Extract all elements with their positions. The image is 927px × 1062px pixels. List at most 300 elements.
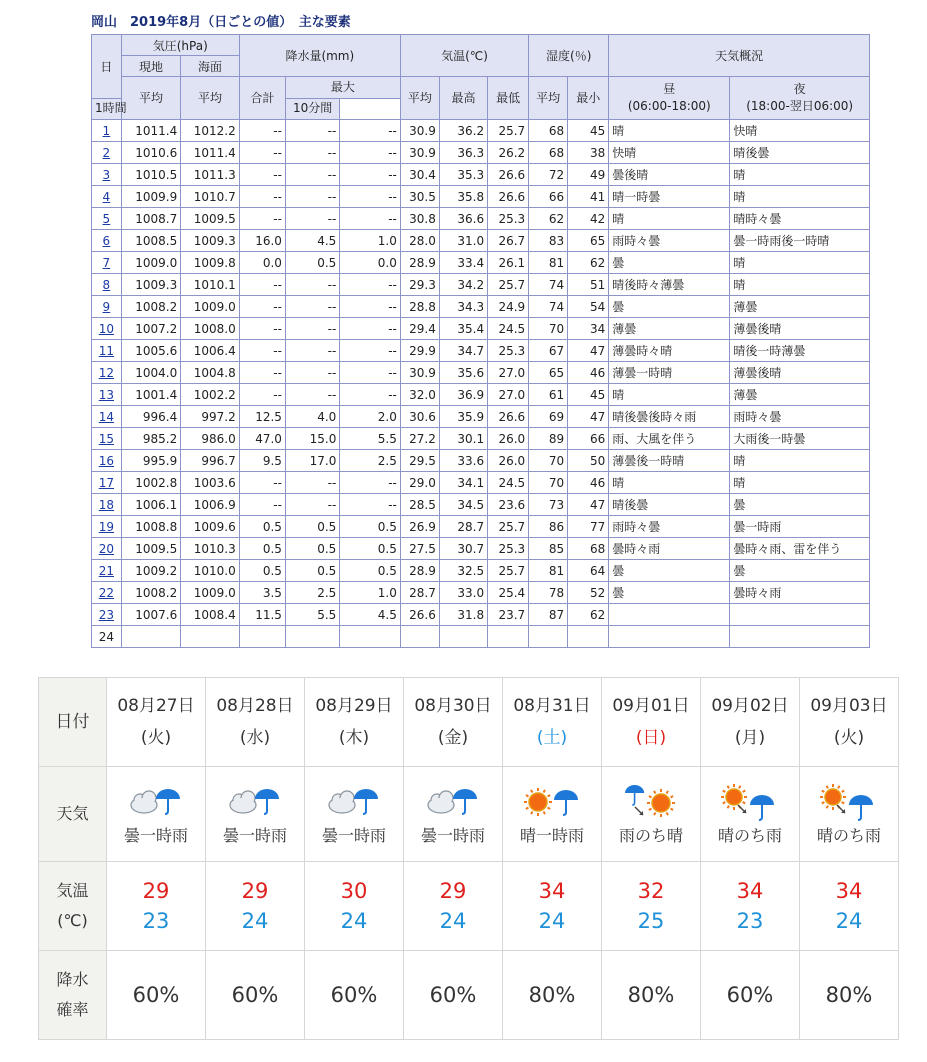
cell-temp-low: 25.7	[488, 516, 529, 538]
cell-summary-night: 晴後曇	[730, 142, 870, 164]
header-temp-low: 最低	[488, 77, 529, 120]
cell-precip-10m: --	[340, 142, 401, 164]
cell-summary-day: 晴	[609, 120, 730, 142]
cell-press-sea: 1009.6	[181, 516, 240, 538]
cell-precip-10m: 5.5	[340, 428, 401, 450]
cell-press-station: 1002.8	[121, 472, 181, 494]
cell-temp-high: 34.3	[439, 296, 487, 318]
cell-temp-avg: 30.8	[400, 208, 439, 230]
day-link[interactable]: 15	[98, 431, 115, 446]
cell-temp-avg: 28.7	[400, 582, 439, 604]
cell-precip-1h: 0.5	[285, 538, 339, 560]
cell-summary-day: 晴	[609, 208, 730, 230]
forecast-pop: 80%	[528, 983, 576, 1007]
header-daytime	[609, 77, 730, 120]
header-max-1h: 1時間	[92, 98, 122, 120]
cell-summary-night: 曇	[730, 494, 870, 516]
table-row	[92, 296, 870, 318]
cloud-umbrella-icon	[128, 783, 184, 819]
cell-precip-total: 12.5	[239, 406, 285, 428]
table-row	[92, 230, 870, 252]
table-row	[92, 120, 870, 142]
cell-summary-night: 大雨後一時曇	[730, 428, 870, 450]
cell-humid-min: 47	[568, 406, 609, 428]
forecast-dow: (火)	[833, 728, 865, 748]
day-link[interactable]: 1	[102, 123, 111, 138]
cell-precip-1h: 4.5	[285, 230, 339, 252]
cell-precip-1h: --	[285, 472, 339, 494]
table-row	[92, 384, 870, 406]
day-link[interactable]: 18	[98, 497, 115, 512]
forecast-dow: (木)	[338, 728, 370, 748]
cell-temp-high: 35.3	[439, 164, 487, 186]
forecast-temp-cell	[404, 862, 503, 951]
cell-temp-low: 25.3	[488, 538, 529, 560]
cell-day	[92, 428, 122, 450]
cell-precip-10m: 4.5	[340, 604, 401, 626]
forecast-pop: 60%	[726, 983, 774, 1007]
table-row	[92, 538, 870, 560]
cell-press-sea: 996.7	[181, 450, 240, 472]
day-link[interactable]: 11	[98, 343, 115, 358]
forecast-label-weather: 天気	[39, 767, 107, 862]
cell-temp-avg: 29.0	[400, 472, 439, 494]
cell-humid-min: 49	[568, 164, 609, 186]
cell-temp-low: 26.1	[488, 252, 529, 274]
cell-day	[92, 274, 122, 296]
cell-temp-low: 25.3	[488, 340, 529, 362]
cell-temp-low: 26.0	[488, 428, 529, 450]
cell-press-sea: 1006.4	[181, 340, 240, 362]
day-link[interactable]: 19	[98, 519, 115, 534]
cell-day	[92, 604, 122, 626]
cell-humid-avg: 69	[529, 406, 568, 428]
cell-precip-total: 11.5	[239, 604, 285, 626]
cell-day	[92, 538, 122, 560]
cell-temp-high	[439, 626, 487, 648]
cell-precip-10m: --	[340, 318, 401, 340]
cell-precip-1h: --	[285, 362, 339, 384]
cell-precip-1h: --	[285, 164, 339, 186]
cell-temp-high: 33.6	[439, 450, 487, 472]
day-link[interactable]: 17	[98, 475, 115, 490]
cell-day	[92, 318, 122, 340]
cell-humid-min: 47	[568, 340, 609, 362]
forecast-date-cell	[206, 678, 305, 767]
forecast-label-temp	[39, 862, 107, 951]
cell-humid-min: 46	[568, 472, 609, 494]
cell-temp-avg: 32.0	[400, 384, 439, 406]
cell-humid-avg: 62	[529, 208, 568, 230]
table-row	[92, 164, 870, 186]
forecast-label-temp-a: 気温	[56, 881, 89, 900]
cell-summary-night: 晴	[730, 472, 870, 494]
table-row	[92, 604, 870, 626]
cell-press-sea	[181, 626, 240, 648]
cell-press-station: 995.9	[121, 450, 181, 472]
cell-humid-min: 45	[568, 120, 609, 142]
cell-press-sea: 1010.7	[181, 186, 240, 208]
cell-precip-1h: --	[285, 296, 339, 318]
cell-precip-10m: 1.0	[340, 230, 401, 252]
forecast-label-date: 日付	[39, 678, 107, 767]
cell-humid-min: 34	[568, 318, 609, 340]
cell-precip-1h: --	[285, 274, 339, 296]
cell-press-station: 1009.3	[121, 274, 181, 296]
cell-temp-high: 33.4	[439, 252, 487, 274]
cell-summary-day: 雨時々曇	[609, 230, 730, 252]
cell-humid-avg: 70	[529, 318, 568, 340]
forecast-weather-text: 晴一時雨	[519, 825, 584, 845]
cell-press-station: 1008.2	[121, 296, 181, 318]
forecast-label-pop-b: 確率	[56, 1000, 89, 1019]
table-row	[92, 186, 870, 208]
cell-temp-avg: 27.5	[400, 538, 439, 560]
cell-humid-min	[568, 626, 609, 648]
cell-temp-avg: 29.3	[400, 274, 439, 296]
day-link[interactable]: 2	[102, 145, 111, 160]
cell-temp-high: 33.0	[439, 582, 487, 604]
cell-summary-night: 曇一時雨	[730, 516, 870, 538]
cell-temp-low: 25.4	[488, 582, 529, 604]
cell-humid-min: 62	[568, 604, 609, 626]
cell-precip-total: --	[239, 318, 285, 340]
cell-precip-10m: 0.0	[340, 252, 401, 274]
cell-temp-low: 27.0	[488, 384, 529, 406]
cell-press-sea: 1008.0	[181, 318, 240, 340]
forecast-label-temp-b: (℃)	[57, 911, 88, 930]
cell-temp-high: 36.2	[439, 120, 487, 142]
cell-summary-night: 曇時々雨	[730, 582, 870, 604]
forecast-date-cell	[107, 678, 206, 767]
forecast-low: 24	[538, 909, 566, 933]
cell-summary-day: 晴後時々薄曇	[609, 274, 730, 296]
cell-precip-10m: 2.5	[340, 450, 401, 472]
forecast-high: 34	[835, 879, 863, 903]
cell-press-station: 1007.2	[121, 318, 181, 340]
cell-press-station: 1009.2	[121, 560, 181, 582]
forecast-pop: 60%	[429, 983, 477, 1007]
forecast-date: 08月29日	[315, 696, 393, 716]
cell-temp-high: 34.7	[439, 340, 487, 362]
forecast-weather-text: 曇一時雨	[321, 825, 386, 845]
cell-humid-min: 52	[568, 582, 609, 604]
cell-precip-10m: --	[340, 384, 401, 406]
cell-humid-min: 45	[568, 384, 609, 406]
day-link[interactable]: 8	[102, 277, 111, 292]
cell-temp-high: 36.9	[439, 384, 487, 406]
cell-summary-day: 薄曇一時晴	[609, 362, 730, 384]
cell-press-station: 1009.5	[121, 538, 181, 560]
cell-temp-avg: 30.5	[400, 186, 439, 208]
cell-press-sea: 1006.9	[181, 494, 240, 516]
cell-humid-avg: 86	[529, 516, 568, 538]
forecast-pop-cell	[602, 951, 701, 1040]
cell-temp-avg: 30.9	[400, 362, 439, 384]
cell-precip-total: 0.0	[239, 252, 285, 274]
cell-summary-night: 曇時々雨、雷を伴う	[730, 538, 870, 560]
forecast-date: 08月31日	[513, 696, 591, 716]
day-link[interactable]: 3	[102, 167, 111, 182]
cell-temp-avg: 28.9	[400, 560, 439, 582]
table-row	[92, 560, 870, 582]
cell-temp-high: 35.4	[439, 318, 487, 340]
header-day: 日	[92, 35, 122, 99]
cell-press-sea: 1009.0	[181, 296, 240, 318]
cell-summary-day: 曇	[609, 560, 730, 582]
cell-press-station	[121, 626, 181, 648]
cell-summary-day: 曇	[609, 252, 730, 274]
header-precip-total: 合計	[239, 77, 285, 120]
table-row	[92, 318, 870, 340]
cell-press-station: 985.2	[121, 428, 181, 450]
table-row	[92, 472, 870, 494]
cell-temp-low: 25.7	[488, 560, 529, 582]
cell-press-station: 1010.5	[121, 164, 181, 186]
daily-observation-table	[91, 34, 870, 648]
cell-temp-avg: 27.2	[400, 428, 439, 450]
cell-press-station: 1009.9	[121, 186, 181, 208]
cell-precip-10m: --	[340, 120, 401, 142]
table-row	[92, 450, 870, 472]
cell-humid-avg: 70	[529, 472, 568, 494]
forecast-high: 29	[439, 879, 467, 903]
forecast-temp-cell	[800, 862, 899, 951]
cell-temp-high: 30.1	[439, 428, 487, 450]
cell-temp-low: 26.7	[488, 230, 529, 252]
forecast-weather-text: 曇一時雨	[123, 825, 188, 845]
cell-precip-total: --	[239, 186, 285, 208]
forecast-pop-cell	[107, 951, 206, 1040]
forecast-date-cell	[404, 678, 503, 767]
day-link[interactable]: 9	[102, 299, 111, 314]
cell-precip-1h: --	[285, 318, 339, 340]
cell-day	[92, 362, 122, 384]
forecast-date-cell	[701, 678, 800, 767]
cell-precip-1h: --	[285, 120, 339, 142]
cell-precip-10m: 2.0	[340, 406, 401, 428]
cell-press-station: 1007.6	[121, 604, 181, 626]
cell-precip-total: --	[239, 472, 285, 494]
cell-humid-avg: 70	[529, 450, 568, 472]
forecast-temp-cell	[602, 862, 701, 951]
cell-temp-avg: 30.9	[400, 120, 439, 142]
cell-precip-total: --	[239, 164, 285, 186]
header-humid-min: 最小	[568, 77, 609, 120]
day-link[interactable]: 16	[98, 453, 115, 468]
table-row	[92, 362, 870, 384]
cell-temp-avg: 29.4	[400, 318, 439, 340]
forecast-dow: (日)	[635, 728, 667, 748]
day-link[interactable]: 6	[102, 233, 111, 248]
cell-press-station: 1008.8	[121, 516, 181, 538]
cell-summary-night: 薄曇後晴	[730, 362, 870, 384]
cell-humid-avg: 73	[529, 494, 568, 516]
day-link[interactable]: 13	[98, 387, 115, 402]
day-link[interactable]: 7	[102, 255, 111, 270]
forecast-date-cell	[305, 678, 404, 767]
forecast-date: 09月03日	[810, 696, 888, 716]
cell-press-station: 1009.0	[121, 252, 181, 274]
day-link[interactable]: 12	[98, 365, 115, 380]
table-row	[92, 516, 870, 538]
cell-day	[92, 164, 122, 186]
cell-humid-avg: 65	[529, 362, 568, 384]
cell-humid-avg: 66	[529, 186, 568, 208]
cell-summary-night: 曇一時雨後一時晴	[730, 230, 870, 252]
forecast-weather-cell	[206, 767, 305, 862]
sun-then-umbrella-icon	[821, 783, 877, 819]
cell-day	[92, 120, 122, 142]
forecast-date-cell	[503, 678, 602, 767]
cell-temp-low: 26.2	[488, 142, 529, 164]
cell-summary-day: 薄曇	[609, 318, 730, 340]
forecast-weather-cell	[503, 767, 602, 862]
sun-then-umbrella-icon	[722, 783, 778, 819]
cell-humid-avg: 81	[529, 560, 568, 582]
cell-summary-day: 曇	[609, 296, 730, 318]
sun-umbrella-icon	[524, 783, 580, 819]
cell-precip-1h: --	[285, 142, 339, 164]
forecast-weather-text: 晴のち雨	[816, 825, 881, 845]
forecast-weather-text: 曇一時雨	[222, 825, 287, 845]
cell-press-sea: 1010.3	[181, 538, 240, 560]
cell-humid-avg: 89	[529, 428, 568, 450]
forecast-weather-text: 晴のち雨	[717, 825, 782, 845]
cell-press-sea: 1009.8	[181, 252, 240, 274]
cell-temp-avg	[400, 626, 439, 648]
cell-day	[92, 186, 122, 208]
cell-humid-avg: 81	[529, 252, 568, 274]
cell-press-sea: 1009.5	[181, 208, 240, 230]
cell-summary-day	[609, 626, 730, 648]
forecast-pop: 60%	[132, 983, 180, 1007]
header-pressure: 気圧(hPa)	[121, 35, 239, 56]
cell-press-sea: 1004.8	[181, 362, 240, 384]
cell-summary-night: 晴	[730, 252, 870, 274]
forecast-pop-cell	[800, 951, 899, 1040]
header-sea: 海面	[181, 56, 240, 77]
cell-precip-10m: --	[340, 164, 401, 186]
daily-observation-table-scroll[interactable]	[91, 34, 870, 644]
cell-precip-1h: 5.5	[285, 604, 339, 626]
cell-press-station: 996.4	[121, 406, 181, 428]
cell-day	[92, 450, 122, 472]
cell-press-station: 1008.5	[121, 230, 181, 252]
cell-press-sea: 986.0	[181, 428, 240, 450]
cell-humid-min: 46	[568, 362, 609, 384]
cell-temp-avg: 30.4	[400, 164, 439, 186]
cell-precip-total: 16.0	[239, 230, 285, 252]
forecast-low: 23	[142, 909, 170, 933]
header-night	[730, 77, 870, 120]
forecast-pop: 60%	[330, 983, 378, 1007]
cell-precip-total: --	[239, 384, 285, 406]
cell-day	[92, 340, 122, 362]
cell-press-station: 1006.1	[121, 494, 181, 516]
cell-humid-avg: 83	[529, 230, 568, 252]
cell-temp-high: 35.8	[439, 186, 487, 208]
forecast-pop-cell	[701, 951, 800, 1040]
cell-temp-high: 35.9	[439, 406, 487, 428]
cell-humid-avg: 67	[529, 340, 568, 362]
header-temp-avg: 平均	[400, 77, 439, 120]
cell-temp-avg: 26.6	[400, 604, 439, 626]
cell-humid-min: 54	[568, 296, 609, 318]
cell-temp-avg: 26.9	[400, 516, 439, 538]
cell-precip-10m: 0.5	[340, 560, 401, 582]
header-summary: 天気概況	[609, 35, 870, 77]
cell-precip-total: 3.5	[239, 582, 285, 604]
cell-press-station: 1008.7	[121, 208, 181, 230]
header-station: 現地	[121, 56, 181, 77]
cell-temp-avg: 29.5	[400, 450, 439, 472]
cell-precip-10m: --	[340, 208, 401, 230]
cell-precip-total: 0.5	[239, 560, 285, 582]
header-temp-high: 最高	[439, 77, 487, 120]
cell-precip-total: --	[239, 120, 285, 142]
day-link[interactable]: 10	[98, 321, 115, 336]
cell-precip-10m: --	[340, 274, 401, 296]
forecast-low: 24	[241, 909, 269, 933]
cell-precip-total: 9.5	[239, 450, 285, 472]
forecast-date: 09月01日	[612, 696, 690, 716]
day-link[interactable]: 4	[102, 189, 111, 204]
forecast-pop: 80%	[825, 983, 873, 1007]
forecast-dow: (土)	[536, 728, 568, 748]
day-link[interactable]: 21	[98, 563, 115, 578]
day-link[interactable]: 23	[98, 607, 115, 622]
forecast-temp-cell	[305, 862, 404, 951]
header-daytime-label: 昼	[663, 82, 676, 96]
cell-temp-low: 24.9	[488, 296, 529, 318]
forecast-low: 24	[835, 909, 863, 933]
cell-temp-low: 23.6	[488, 494, 529, 516]
cell-temp-high: 31.8	[439, 604, 487, 626]
cell-humid-avg: 72	[529, 164, 568, 186]
cell-precip-1h: --	[285, 186, 339, 208]
cell-summary-day: 曇後晴	[609, 164, 730, 186]
header-precip: 降水量(mm)	[239, 35, 400, 77]
cell-summary-night: 快晴	[730, 120, 870, 142]
cell-press-sea: 1011.3	[181, 164, 240, 186]
cell-press-sea: 1009.3	[181, 230, 240, 252]
umbrella-then-sun-icon	[623, 783, 679, 819]
cell-summary-day: 晴一時曇	[609, 186, 730, 208]
day-link[interactable]: 14	[98, 409, 115, 424]
cell-summary-day: 雨時々曇	[609, 516, 730, 538]
day-link[interactable]: 22	[98, 585, 115, 600]
cell-temp-low: 25.7	[488, 120, 529, 142]
forecast-temp-cell	[503, 862, 602, 951]
header-max-10m: 10分間	[285, 98, 339, 120]
cell-temp-high: 31.0	[439, 230, 487, 252]
forecast-low: 24	[439, 909, 467, 933]
cell-humid-min: 38	[568, 142, 609, 164]
cell-precip-total: --	[239, 296, 285, 318]
cell-summary-day: 快晴	[609, 142, 730, 164]
day-link[interactable]: 20	[98, 541, 115, 556]
cell-precip-10m	[340, 626, 401, 648]
cell-day: 24	[92, 626, 122, 648]
header-night-label: 夜	[793, 82, 806, 96]
forecast-high: 30	[340, 879, 368, 903]
day-link[interactable]: 5	[102, 211, 111, 226]
cell-summary-night: 雨時々曇	[730, 406, 870, 428]
cell-precip-total: --	[239, 142, 285, 164]
cell-press-sea: 1003.6	[181, 472, 240, 494]
forecast-date: 08月27日	[117, 696, 195, 716]
